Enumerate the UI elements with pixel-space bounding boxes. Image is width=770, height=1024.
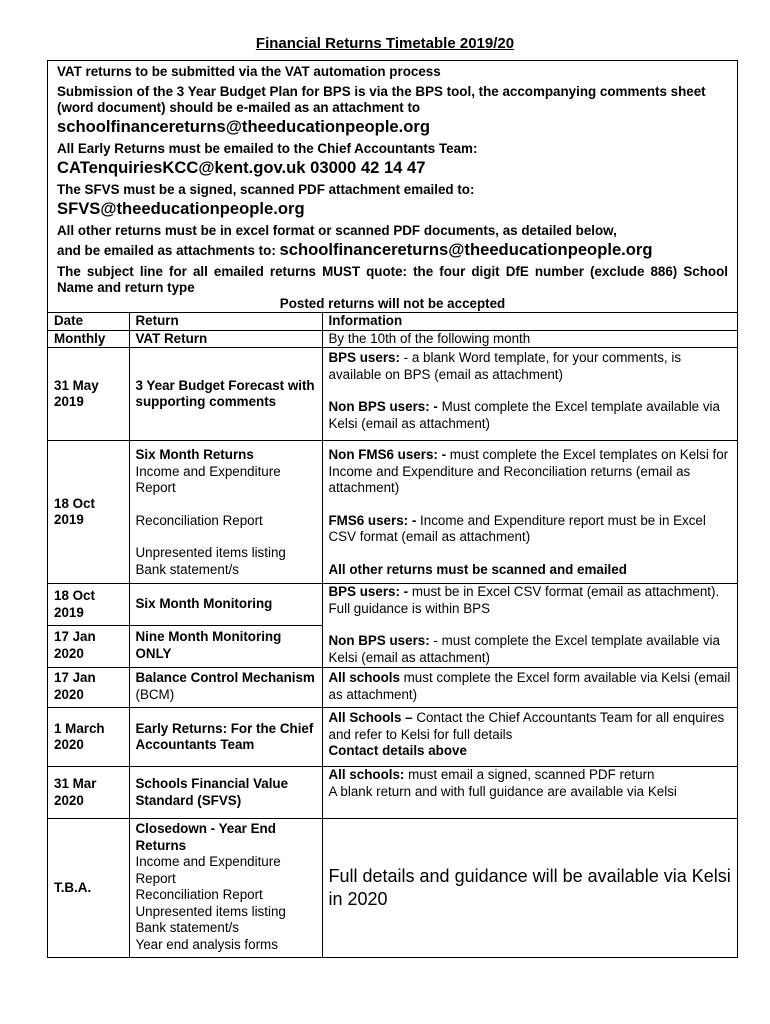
info-bps (329, 350, 734, 383)
row-info (322, 708, 737, 767)
return-item: Income and Expenditure Report (135, 854, 281, 886)
timetable-box (47, 60, 738, 958)
info-non-fms6 (329, 447, 734, 497)
row-return: Nine Month Monitoring ONLY (129, 626, 322, 668)
header-information: Information (322, 313, 737, 331)
info-text: Must complete the Excel template available via Kelsi (email as attachment) (328, 399, 720, 431)
info-bold: All schools: (328, 767, 405, 782)
row-return: Six Month Monitoring (129, 584, 322, 626)
table-row (48, 668, 737, 708)
info-text: Contact the Chief Accountants Team for all enquires and refer to Kelsi for full details (328, 710, 725, 742)
sfvs-email: SFVS@theeducationpeople.org (57, 199, 305, 218)
info-non-bps (329, 399, 734, 432)
table-row (48, 584, 737, 626)
timetable-table (48, 312, 737, 957)
row-date: 17 Jan 2020 (48, 668, 129, 708)
other-returns-line: All other returns must be in excel format or scanned PDF documents, as detailed below, (57, 223, 617, 238)
early-returns-line: All Early Returns must be emailed to the Chief Accountants Team: (57, 141, 478, 156)
row-info (322, 584, 737, 668)
row-return: VAT Return (129, 330, 322, 348)
row-info (322, 441, 737, 584)
school-finance-email: schoolfinancereturns@theeducationpeople.org (57, 117, 430, 136)
sfvs-line: The SFVS must be a signed, scanned PDF attachment emailed to: (57, 182, 475, 197)
info-bold: FMS6 users: - (328, 512, 417, 528)
intro-section (48, 61, 737, 312)
row-date: 18 Oct 2019 (48, 584, 129, 626)
row-return (129, 819, 322, 957)
info-text: must be in Excel CSV format (email as attachment). Full guidance is within BPS (328, 584, 720, 616)
info-text: - a blank Word template, for your comments, is available on BPS (email as attachment) (328, 350, 682, 382)
row-date: 1 March 2020 (48, 708, 129, 767)
table-header-row (48, 313, 737, 331)
row-info (322, 668, 737, 708)
row-info (322, 767, 737, 819)
row-return: 3 Year Budget Forecast with supporting comments (129, 348, 322, 441)
info-bold: Non FMS6 users: - (328, 447, 447, 462)
vat-line: VAT returns to be submitted via the VAT automation process (57, 64, 441, 79)
info-other-returns: All other returns must be scanned and emailed (328, 561, 627, 577)
table-row (48, 708, 737, 767)
other-returns-line-2 (57, 239, 728, 260)
info-text: must complete the Excel form available via Kelsi (email as attachment) (328, 670, 731, 702)
info-text: must complete the Excel templates on Kelsi for Income and Expenditure and Reconciliation returns (email as attachment) (328, 447, 729, 495)
row-date: 17 Jan 2020 (48, 626, 129, 668)
row-return: Early Returns: For the Chief Accountants Team (129, 708, 322, 767)
return-item: Unpresented items listing (135, 903, 286, 919)
info-all-schools (329, 710, 734, 743)
posted-line: Posted returns will not be accepted (279, 296, 506, 311)
document-title: Financial Returns Timetable 2019/20 (255, 35, 515, 52)
row-return: Schools Financial Value Standard (SFVS) (129, 767, 322, 819)
table-row (48, 767, 737, 819)
info-bold: BPS users: - (328, 584, 409, 599)
info-bold: Non BPS users: - (328, 399, 438, 414)
table-row (48, 819, 737, 957)
return-item: Reconciliation Report (135, 512, 263, 528)
cat-contact: CATenquiriesKCC@kent.gov.uk 03000 42 14 47 (57, 158, 426, 177)
bps-line: Submission of the 3 Year Budget Plan for BPS is via the BPS tool, the accompanying comments sheet (word document) should be e-mailed as an attachment to (57, 84, 706, 115)
row-info: By the 10th of the following month (322, 330, 737, 348)
row-date: T.B.A. (48, 819, 129, 957)
other-returns-email: schoolfinancereturns@theeducationpeople.org (279, 240, 653, 259)
info-bps (329, 584, 734, 617)
return-title: Closedown - Year End Returns (135, 821, 276, 853)
info-text: Income and Expenditure report must be in Excel CSV format (email as attachment) (328, 512, 706, 544)
info-bold: BPS users: (328, 350, 400, 365)
row-date: 18 Oct 2019 (48, 441, 129, 584)
info-bold: All Schools – (328, 710, 413, 725)
return-bold: Balance Control Mechanism (135, 670, 315, 685)
info-contact: Contact details above (328, 743, 467, 758)
row-return (129, 441, 322, 584)
subject-line: The subject line for all emailed returns MUST quote: the four digit DfE number (exclude 886) School Name and return type (57, 264, 728, 295)
return-item: Unpresented items listing Bank statement/s (135, 545, 286, 577)
info-bold: Non BPS users: (328, 633, 430, 648)
row-date: Monthly (48, 330, 129, 348)
info-non-bps (329, 633, 734, 666)
row-info: Full details and guidance will be available via Kelsi in 2020 (322, 819, 737, 957)
info-text: - must complete the Excel template available via Kelsi (email as attachment) (328, 633, 720, 665)
info-text: must email a signed, scanned PDF return (404, 767, 655, 782)
return-text: (BCM) (135, 686, 175, 702)
row-date: 31 Mar 2020 (48, 767, 129, 819)
table-row (48, 348, 737, 441)
return-title: Six Month Returns (135, 447, 254, 462)
header-date: Date (48, 313, 129, 331)
row-info (322, 348, 737, 441)
info-bold: All schools (328, 670, 400, 685)
table-row (48, 330, 737, 348)
return-item: Reconciliation Report (135, 887, 263, 902)
return-item: Year end analysis forms (135, 936, 278, 952)
info-all-schools (329, 767, 734, 784)
other-returns-text: and be emailed as attachments to: (57, 243, 276, 258)
info-text: A blank return and with full guidance are available via Kelsi (328, 783, 677, 799)
info-fms6 (329, 513, 734, 546)
header-return: Return (129, 313, 322, 331)
row-date: 31 May 2019 (48, 348, 129, 441)
return-item: Bank statement/s (135, 920, 239, 935)
return-item: Income and Expenditure Report (135, 463, 281, 495)
table-row (48, 441, 737, 584)
row-return (129, 668, 322, 708)
